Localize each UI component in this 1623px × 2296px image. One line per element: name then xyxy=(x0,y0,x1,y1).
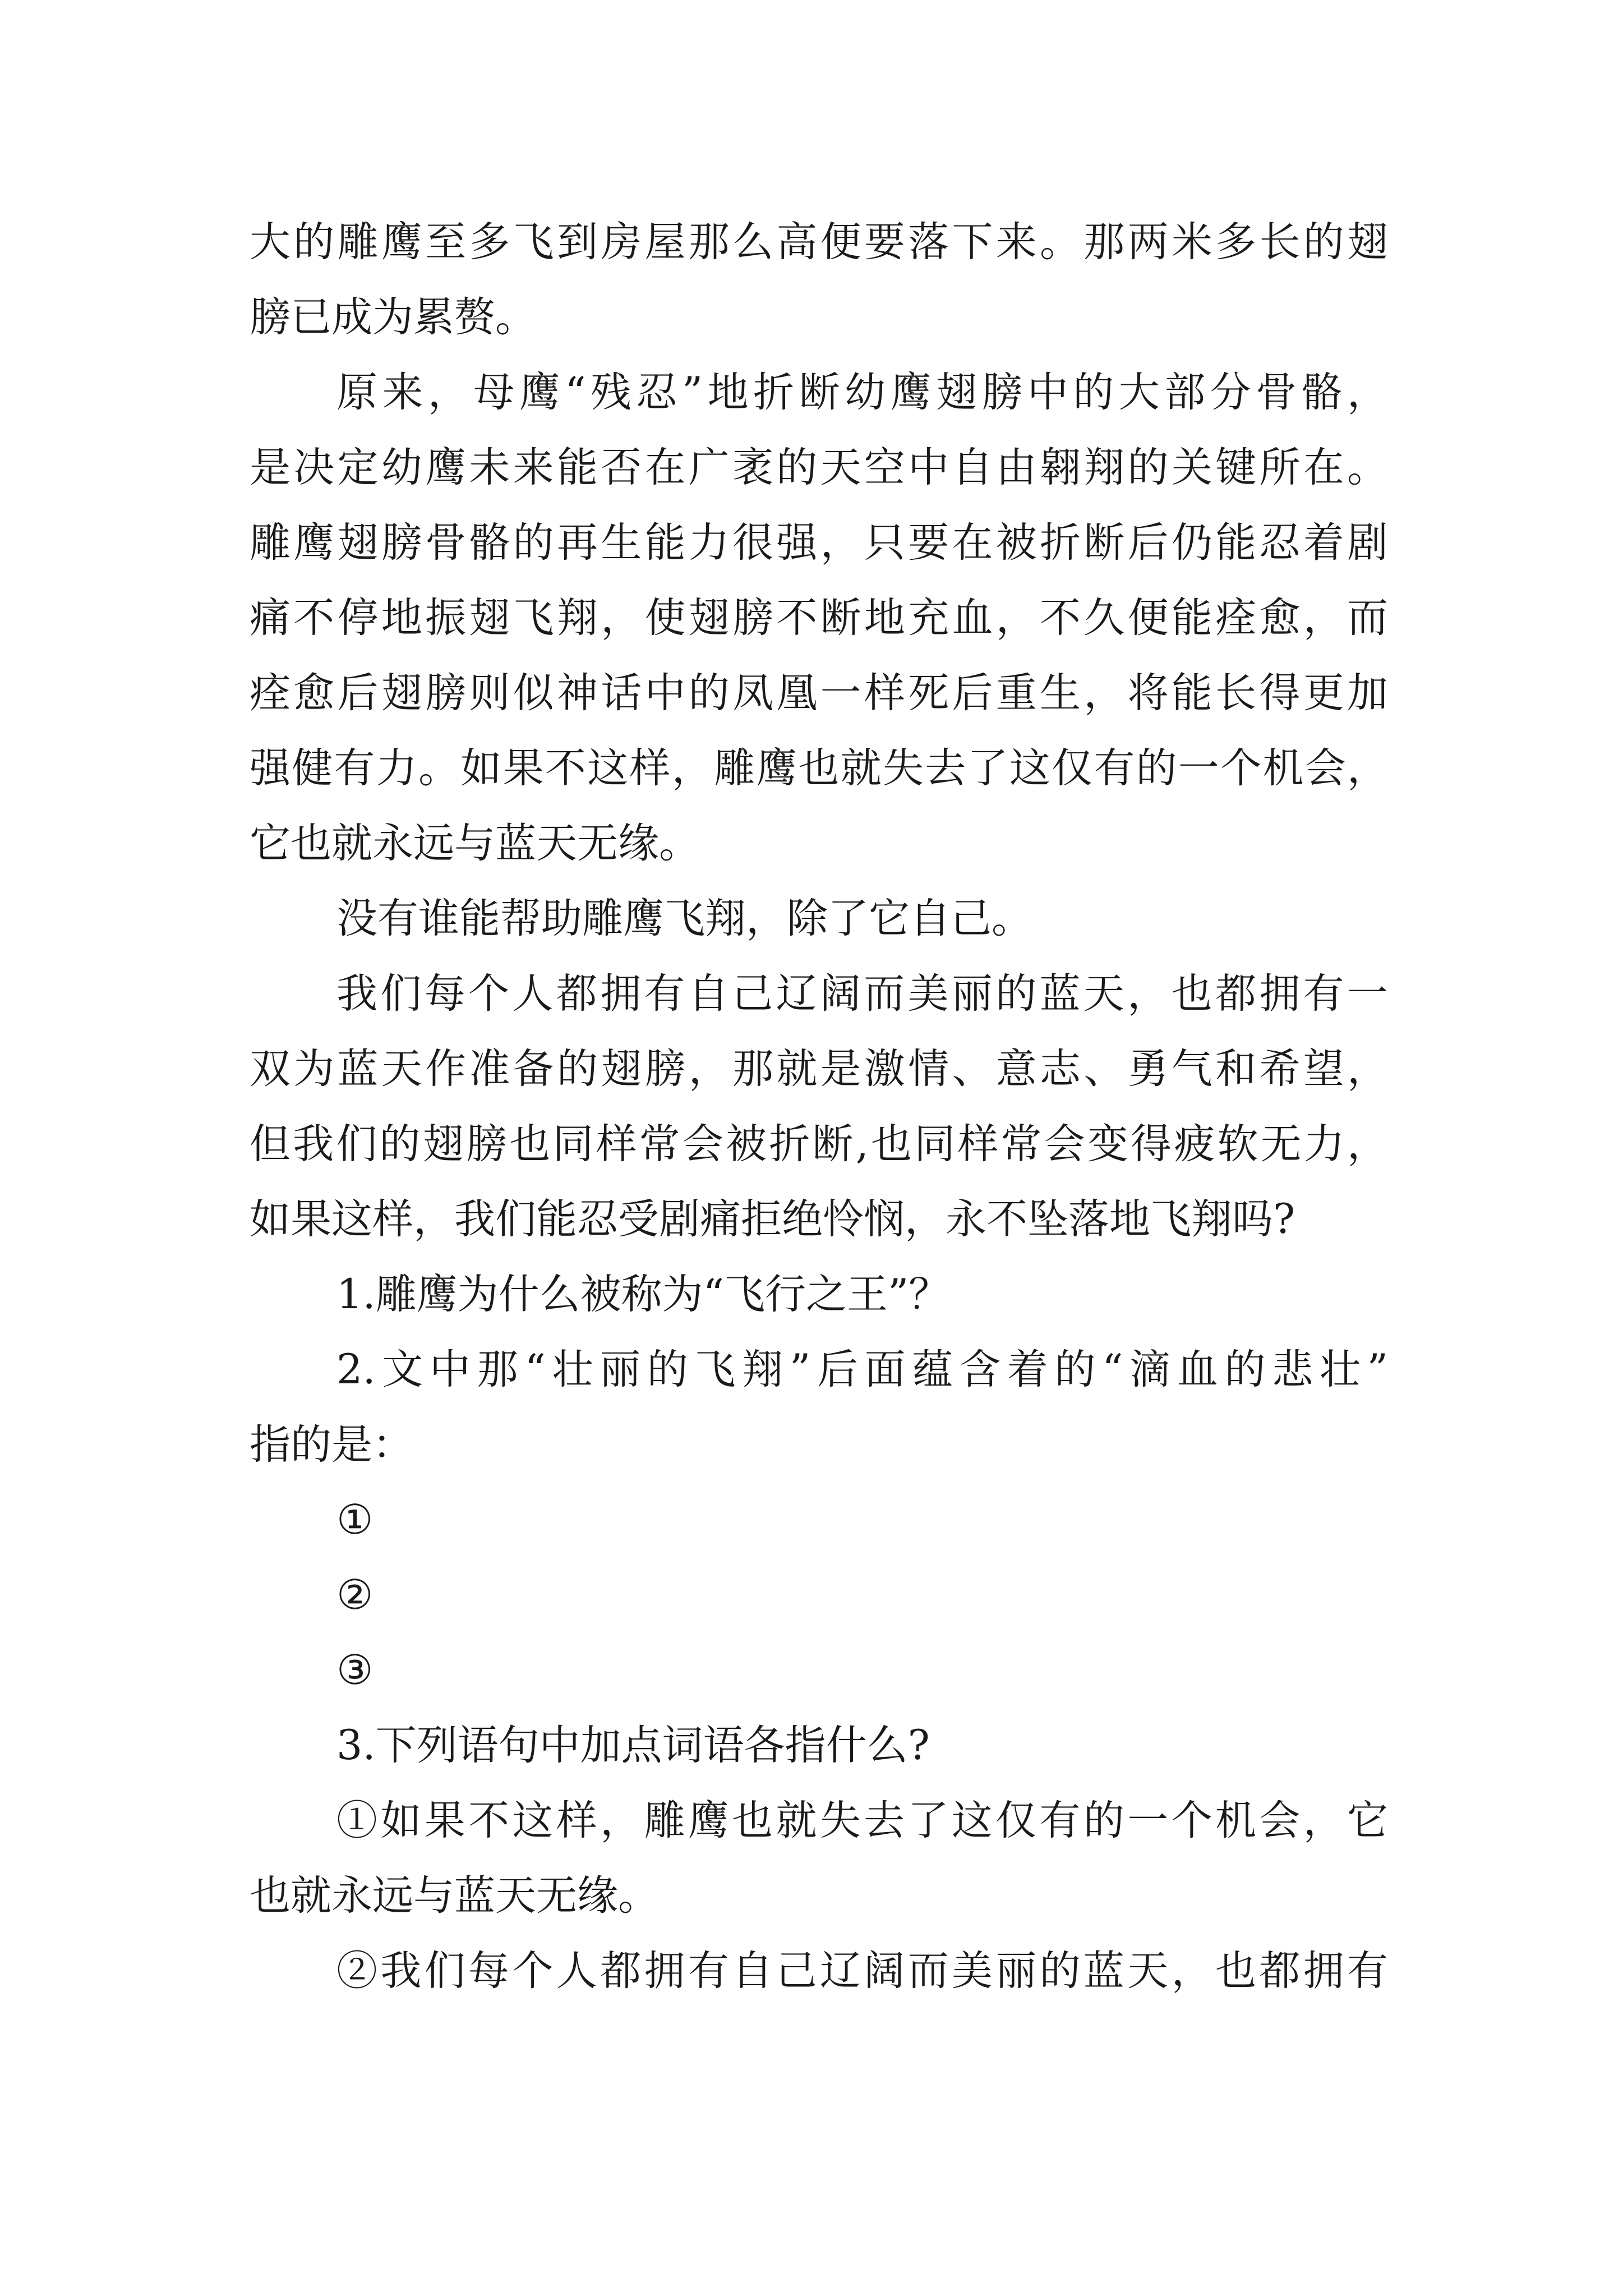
paragraph-line: 强健有力。如果不这样，雕鹰也就失去了这仅有的一个机会， xyxy=(250,744,1388,792)
paragraph-line: 如果这样，我们能忍受剧痛拒绝怜悯，永不坠落地飞翔吗? xyxy=(250,1195,1295,1243)
question-3-item-1-continued: 也就永远与蓝天无缘。 xyxy=(250,1872,659,1920)
answer-marker-1: ① xyxy=(336,1496,374,1544)
paragraph-line: 原来，母鹰“残忍”地折断幼鹰翅膀中的大部分骨骼， xyxy=(336,369,1388,416)
paragraph-line: 双为蓝天作准备的翅膀，那就是激情、意志、勇气和希望， xyxy=(250,1045,1388,1093)
paragraph-line: 雕鹰翅膀骨骼的再生能力很强，只要在被折断后仍能忍着剧 xyxy=(250,519,1388,567)
question-2: 2.文中那“壮丽的飞翔”后面蕴含着的“滴血的悲壮” xyxy=(336,1346,1388,1393)
paragraph-line: 大的雕鹰至多飞到房屋那么高便要落下来。那两米多长的翅 xyxy=(250,218,1388,266)
paragraph-line: 是决定幼鹰未来能否在广袤的天空中自由翱翔的关键所在。 xyxy=(250,444,1388,491)
paragraph-line: 没有谁能帮助雕鹰飞翔，除了它自己。 xyxy=(336,895,1032,942)
paragraph-line: 痊愈后翅膀则似神话中的凤凰一样死后重生，将能长得更加 xyxy=(250,669,1388,717)
question-3-item-1: ①如果不这样，雕鹰也就失去了这仅有的一个机会，它 xyxy=(336,1797,1388,1844)
question-2-continued: 指的是： xyxy=(250,1421,413,1469)
paragraph-line: 但我们的翅膀也同样常会被折断,也同样常会变得疲软无力， xyxy=(250,1120,1388,1168)
paragraph-line: 我们每个人都拥有自己辽阔而美丽的蓝天，也都拥有一 xyxy=(336,970,1388,1018)
paragraph-line: 痛不停地振翅飞翔，使翅膀不断地充血，不久便能痊愈，而 xyxy=(250,594,1388,642)
answer-marker-2: ② xyxy=(336,1571,374,1619)
paragraph-line: 它也就永远与蓝天无缘。 xyxy=(250,820,700,867)
question-1: 1.雕鹰为什么被称为“飞行之王”？ xyxy=(336,1271,950,1318)
question-3: 3.下列语句中加点词语各指什么? xyxy=(336,1722,930,1769)
answer-marker-3: ③ xyxy=(336,1646,374,1694)
question-3-item-2: ②我们每个人都拥有自己辽阔而美丽的蓝天，也都拥有 xyxy=(336,1947,1388,1995)
paragraph-line: 膀已成为累赘。 xyxy=(250,293,536,341)
